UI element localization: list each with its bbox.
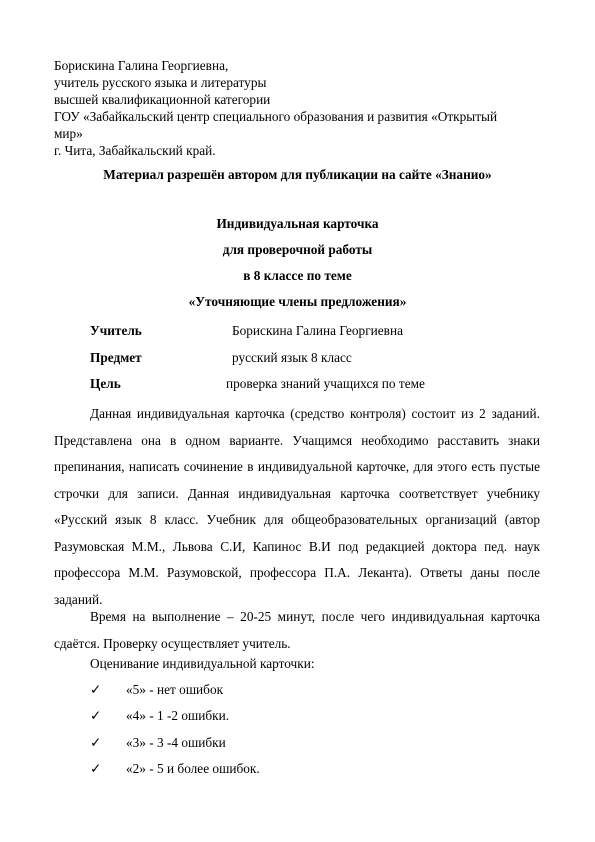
grading-item-text: «5» - нет ошибок: [126, 682, 224, 697]
author-organization: ГОУ «Забайкальский центр специального образования и развития «Открытый: [54, 109, 498, 124]
goal-label: Цель: [90, 376, 121, 391]
grading-item-text: «3» - 3 -4 ошибки: [126, 735, 226, 750]
teacher-value: Борискина Галина Георгиевна: [232, 323, 403, 338]
title-line-1: Индивидуальная карточка: [216, 216, 379, 231]
author-position: учитель русского языка и литературы: [54, 75, 267, 90]
subject-value: русский язык 8 класс: [232, 350, 352, 365]
title-line-4: «Уточняющие члены предложения»: [188, 294, 407, 309]
checkmark-icon: ✓: [90, 708, 102, 723]
goal-value: проверка знаний учащихся по теме: [226, 376, 425, 391]
grading-item-text: «4» - 1 -2 ошибки.: [126, 708, 230, 723]
author-block: [54, 57, 497, 159]
subject-label: Предмет: [90, 350, 142, 365]
checkmark-icon: ✓: [90, 682, 102, 697]
author-category: высшей квалификационной категории: [54, 92, 271, 107]
time-paragraph: Время на выполнение – 20-25 минут, после чего индивидуальная карточка сдаётся. Проверку осуществляет учитель.: [54, 609, 540, 651]
grading-heading: Оценивание индивидуальной карточки:: [90, 656, 315, 671]
author-name: Борискина Галина Георгиевна,: [54, 58, 229, 73]
publication-notice: Материал разрешён автором для публикации на сайте «Знанио»: [103, 167, 492, 182]
title-line-2: для проверочной работы: [222, 242, 373, 257]
checkmark-icon: ✓: [90, 761, 102, 776]
author-organization-cont: мир»: [54, 126, 83, 141]
description-paragraph: Данная индивидуальная карточка (средство контроля) состоит из 2 заданий. Представлена она в одном варианте. Учащимся необходимо расставить знаки препинания, написать сочинение в индивидуальной карточке, для этого есть пустые строчки для записи. Данная индивидуальная карточка соответствует учебнику «Русский язык 8 класс. Учебник для общеобразовательных организаций (автор Разумовская М.М., Львова С.И, Капинос В.И под редакцией доктора пед. наук профессора М.М. Разумовской, профессора П.А. Леканта). Ответы даны после заданий.: [54, 406, 540, 607]
checkmark-icon: ✓: [90, 735, 102, 750]
author-city: г. Чита, Забайкальский край.: [54, 143, 216, 158]
teacher-label: Учитель: [90, 323, 142, 338]
grading-item-text: «2» - 5 и более ошибок.: [126, 761, 260, 776]
title-line-3: в 8 классе по теме: [243, 268, 352, 283]
